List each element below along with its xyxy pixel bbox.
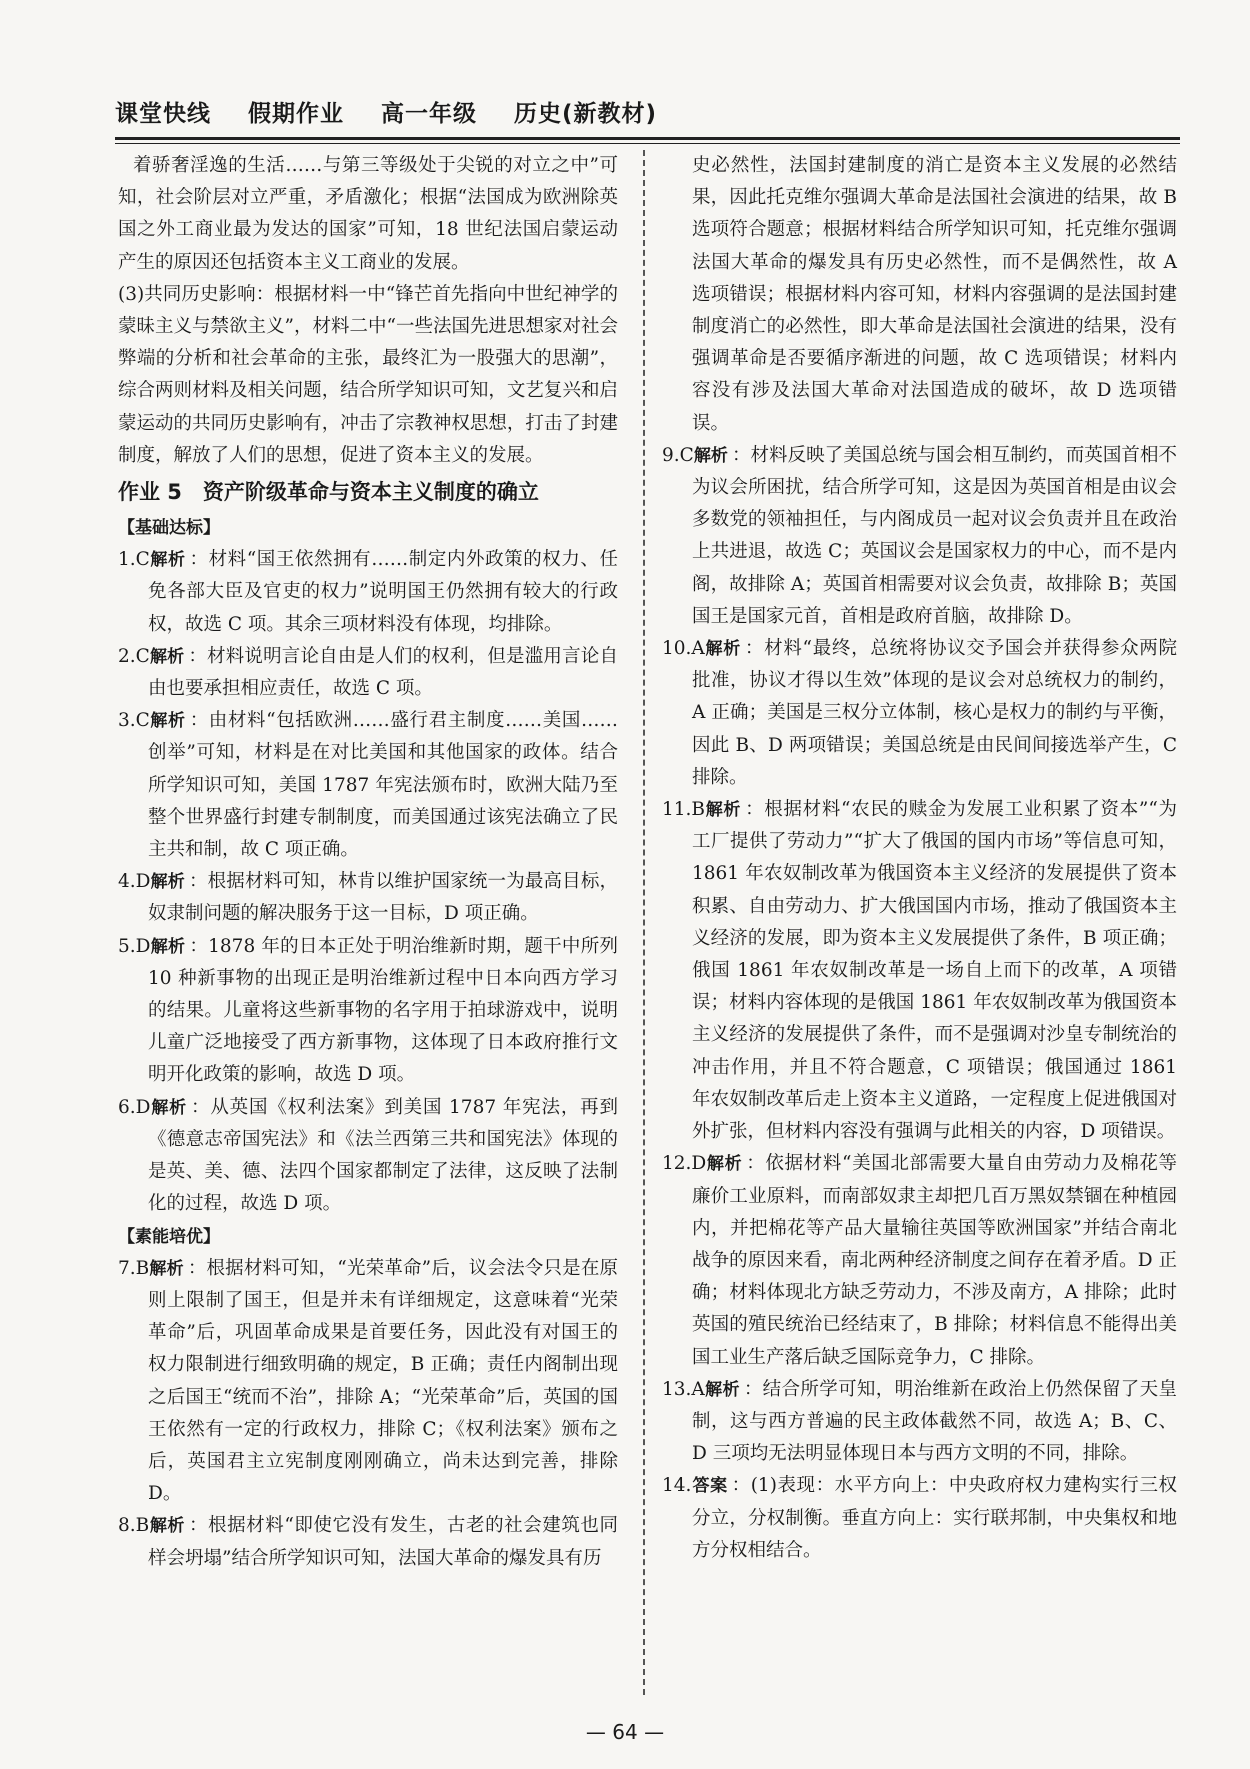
item-number: 14. — [662, 1475, 692, 1497]
item-keyword: 解析 — [704, 639, 741, 660]
answer-item — [118, 1510, 618, 1574]
item-text: ：根据材料可知，林肯以维护国家统一为最高目标，奴隶制问题的解决服务于这一目标，D 项正确。 — [148, 871, 618, 925]
right-column — [662, 150, 1177, 1567]
answer-item — [662, 633, 1177, 794]
item-keyword: 答案 — [692, 1476, 728, 1497]
item-number: 2.C — [118, 645, 150, 667]
item-text: ：材料反映了美国总统与国会相互制约，而英国首相不为议会所困扰，结合所学可知，这是因为英国首相是由议会多数党的领袖担任，与内阁成员一起对议会负责并且在政治上共进退，故选 C；英国议会是国家权力的中心，而不是内阁，故排除 A；英国首相需要对议会负责，故排除 B；英国国王是国家元首，首相是政府首脑，故排除 D。 — [692, 444, 1177, 627]
item-text: ：从英国《权利法案》到美国 1787 年宪法，再到《德意志帝国宪法》和《法兰西第三共和国宪法》体现的是英、美、德、法四个国家都制定了法律，这反映了法制化的过程，故选 D 项。 — [148, 1096, 618, 1215]
page-number: — 64 — — [585, 1720, 665, 1744]
header-rule — [115, 137, 1180, 144]
answer-item — [118, 641, 618, 705]
continued-paragraph: 史必然性，法国封建制度的消亡是资本主义发展的必然结果，因此托克维尔强调大革命是法国社会演进的结果，故 B 选项符合题意；根据材料结合所学知识可知，托克维尔强调法国大革命的爆发具有历史必然性，而不是偶然性，故 A 选项错误；根据材料内容可知，材料内容强调的是法国封建制度消亡的必然性，即大革命是法国社会演进的结果，没有强调革命是否要循序渐进的问题，故 C 选项错误；材料内容没有涉及法国大革命对法国造成的破坏，故 D 选项错误。 — [692, 155, 1177, 434]
header-type: 假期作业 — [248, 101, 345, 127]
item-keyword: 解析 — [149, 646, 185, 667]
item-keyword: 解析 — [150, 1097, 187, 1118]
item-text: ：1878 年的日本正处于明治维新时期，题干中所列 10 种新事物的出现正是明治维新过程中日本向西方学习的结果。儿童将这些新事物的名字用于拍球游戏中，说明儿童广泛地接受了西方新事物，这体现了日本政府推行文明开化政策的影响，故选 D 项。 — [148, 935, 619, 1086]
item-number: 7.B — [118, 1257, 150, 1279]
item-text: ：材料“最终，总统将协议交予国会并获得参众两院批准，协议才得以生效”体现的是议会对总统权力的制约，A 正确；美国是三权分立体制，核心是权力的制约与平衡，因此 B、D 两项错误；美国总统是由民间间接选举产生，C 排除。 — [692, 638, 1178, 788]
left-column — [118, 150, 618, 1575]
answer-item — [662, 794, 1177, 1148]
item-number: 9.C — [662, 444, 694, 466]
item-number: 6.D — [118, 1096, 151, 1118]
header-series: 课堂快线 — [115, 101, 211, 127]
item-text: ：根据材料可知，“光荣革命”后，议会法令只是在原则上限制了国王，但是并未有详细规定，这意味着“光荣革命”后，巩固革命成果是首要任务，因此没有对国王的权力限制进行细致明确的规定，B 正确；责任内阁制出现之后国王“统而不治”，排除 A；“光荣革命”后，英国的国王依然有一定的行政权力，排除 C；《权利法案》颁布之后，英国君主立宪制度刚刚确立，尚未达到完善，排除 D。 — [148, 1257, 619, 1505]
item-keyword: 解析 — [150, 936, 186, 957]
header-grade: 高一年级 — [381, 101, 478, 127]
answer-item — [662, 440, 1177, 633]
answer-item — [662, 1374, 1177, 1471]
page-header — [115, 95, 685, 128]
item-number: 11.B — [662, 799, 706, 821]
answer-item — [662, 1470, 1177, 1567]
answer-item — [118, 931, 618, 1092]
item-text: ：结合所学可知，明治维新在政治上仍然保留了天皇制，这与西方普遍的民主政体截然不同，故选 A；B、C、D 三项均无法明显体现日本与西方文明的不同，排除。 — [692, 1378, 1177, 1465]
item-keyword: 解析 — [149, 1516, 185, 1537]
item-number: 12.D — [662, 1153, 707, 1175]
item-number: 8.B — [118, 1515, 150, 1537]
answer-paragraph-3: (3)共同历史影响：根据材料一中“锋芒首先指向中世纪神学的蒙昧主义与禁欲主义”，材料二中“一些法国先进思想家对社会弊端的分析和社会革命的主张，最终汇为一股强大的思潮”，综合两则材料及相关问题，结合所学知识可知，文艺复兴和启蒙运动的共同历史影响有，冲击了宗教神权思想，打击了封建制度，解放了人们的思想，促进了资本主义的发展。 — [118, 283, 618, 466]
item-keyword: 解析 — [150, 872, 185, 893]
answer-item — [118, 866, 618, 930]
item-keyword: 解析 — [693, 445, 728, 466]
item-keyword: 解析 — [704, 1379, 740, 1400]
item-text: ：(1)表现：水平方向上：中央政府权力建构实行三权分立，分权制衡。垂直方向上：实行联邦制，中央集权和地方分权相结合。 — [692, 1475, 1177, 1561]
item-text: ：材料“国王依然拥有……制定内外政策的权力、任免各部大臣及官吏的权力”说明国王仍然拥有较大的行政权，故选 C 项。其余三项材料没有体现，均排除。 — [148, 549, 618, 635]
answer-item — [118, 544, 618, 641]
column-divider — [643, 150, 645, 1695]
item-number: 13.A — [662, 1378, 705, 1400]
answer-item — [118, 1092, 618, 1221]
item-number: 1.C — [118, 549, 150, 571]
header-subject: 历史(新教材) — [514, 101, 658, 127]
item-text: ：材料说明言论自由是人们的权利，但是滥用言论自由也要承担相应责任，故选 C 项。 — [148, 645, 618, 700]
item-number: 3.C — [118, 710, 150, 732]
item-keyword: 解析 — [149, 1258, 184, 1279]
item-text: ：依据材料“美国北部需要大量自由劳动力及棉花等廉价工业原料，而南部奴隶主却把几百万黑奴禁锢在种植园内，并把棉花等产品大量输往英国等欧洲国家”并结合南北战争的原因来看，南北两种经济制度之间存在着矛盾。D 正确；材料体现北方缺乏劳动力，不涉及南方，A 排除；此时英国的殖民统治已经结束了，B 排除；材料信息不能得出美国工业生产落后缺乏国际竞争力，C 排除。 — [692, 1153, 1177, 1368]
item-text: ：根据材料“即使它没有发生，古老的社会建筑也同样会坍塌”结合所学知识可知，法国大革命的爆发具有历 — [148, 1515, 618, 1569]
item-text: ：由材料“包括欧洲……盛行君主制度……美国……创举”可知，材料是在对比美国和其他国家的政体。结合所学知识可知，美国 1787 年宪法颁布时，欧洲大陆乃至整个世界盛行封建专制制度，而美国通过该宪法确立了民主共和制，故 C 项正确。 — [148, 710, 618, 861]
item-keyword: 解析 — [705, 800, 742, 821]
tag-basic: 【基础达标】 — [118, 518, 220, 539]
item-keyword: 解析 — [149, 711, 186, 732]
tag-advanced: 【素能培优】 — [118, 1226, 220, 1247]
answer-item — [662, 1148, 1177, 1373]
section-title: 作业 5 资产阶级革命与资本主义制度的确立 — [118, 480, 539, 505]
item-number: 4.D — [118, 871, 151, 893]
item-keyword: 解析 — [149, 550, 186, 571]
continued-paragraph: 着骄奢淫逸的生活……与第三等级处于尖锐的对立之中”可知，社会阶层对立严重，矛盾激化；根据“法国成为欧洲除英国之外工商业最为发达的国家”可知，18 世纪法国启蒙运动产生的原因还包括资本主义工商业的发展。 — [118, 155, 618, 273]
item-keyword: 解析 — [706, 1154, 743, 1175]
item-text: ：根据材料“农民的赎金为发展工业积累了资本”“为工厂提供了劳动力”“扩大了俄国的国内市场”等信息可知，1861 年农奴制改革为俄国资本主义经济的发展提供了资本积累、自由劳动力、扩大俄国国内市场，推动了俄国资本主义经济的发展，即为资本主义发展提供了条件，B 项正确；俄国 1861 年农奴制改革是一场自上而下的改革，A 项错误；材料内容体现的是俄国 1861 年农奴制改革为俄国资本主义经济的发展提供了条件，而不是强调对沙皇专制统治的冲击作用，并且不符合题意，C 项错误；俄国通过 1861 年农奴制改革后走上资本主义道路，一定程度上促进俄国对外扩张，但材料内容没有强调与此相关的内容，D 项错误。 — [692, 799, 1177, 1143]
answer-item — [118, 1253, 618, 1511]
item-number: 10.A — [662, 638, 705, 660]
item-number: 5.D — [118, 935, 151, 957]
answer-item — [118, 705, 618, 866]
